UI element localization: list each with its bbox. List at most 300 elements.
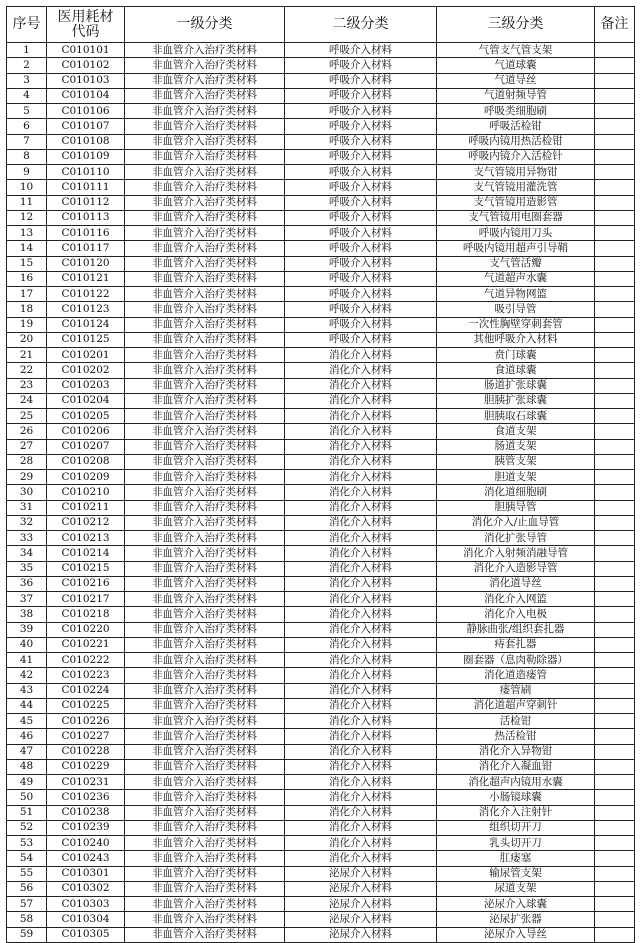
classification-table-sheet — [6, 6, 635, 943]
table-row — [7, 58, 635, 73]
cell-level2: 呼吸介入材料 — [285, 287, 437, 302]
cell-level2: 消化介入材料 — [285, 729, 437, 744]
table-row — [7, 210, 635, 225]
cell-index: 18 — [7, 302, 47, 317]
cell-note — [595, 73, 635, 88]
table-row — [7, 515, 635, 530]
table-row — [7, 317, 635, 332]
cell-level3: 肠道扩张球囊 — [437, 378, 595, 393]
cell-level1: 非血管介入治疗类材料 — [125, 576, 285, 591]
cell-index: 34 — [7, 546, 47, 561]
cell-code: C010301 — [47, 866, 125, 881]
cell-note — [595, 470, 635, 485]
cell-level1: 非血管介入治疗类材料 — [125, 454, 285, 469]
cell-level2: 呼吸介入材料 — [285, 302, 437, 317]
cell-index: 7 — [7, 134, 47, 149]
cell-index: 47 — [7, 744, 47, 759]
cell-level1: 非血管介入治疗类材料 — [125, 683, 285, 698]
cell-level3: 消化介入异物钳 — [437, 744, 595, 759]
cell-code: C010303 — [47, 897, 125, 912]
table-row — [7, 546, 635, 561]
cell-index: 20 — [7, 332, 47, 347]
cell-index: 45 — [7, 714, 47, 729]
cell-level1: 非血管介入治疗类材料 — [125, 912, 285, 927]
cell-level3: 消化道导丝 — [437, 576, 595, 591]
cell-code: C010209 — [47, 470, 125, 485]
cell-code: C010236 — [47, 790, 125, 805]
table-row — [7, 775, 635, 790]
classification-table — [6, 6, 635, 943]
cell-note — [595, 195, 635, 210]
header-note: 备注 — [595, 7, 635, 43]
cell-note — [595, 622, 635, 637]
cell-level3: 一次性胸壁穿刺套管 — [437, 317, 595, 332]
table-row — [7, 729, 635, 744]
cell-note — [595, 104, 635, 119]
cell-note — [595, 698, 635, 713]
cell-index: 8 — [7, 149, 47, 164]
cell-level2: 呼吸介入材料 — [285, 149, 437, 164]
cell-level2: 呼吸介入材料 — [285, 332, 437, 347]
cell-note — [595, 409, 635, 424]
cell-level1: 非血管介入治疗类材料 — [125, 88, 285, 103]
table-row — [7, 790, 635, 805]
cell-index: 2 — [7, 58, 47, 73]
cell-level2: 泌尿介入材料 — [285, 881, 437, 896]
cell-code: C010211 — [47, 500, 125, 515]
cell-level3: 支气管镜用异物钳 — [437, 165, 595, 180]
table-row — [7, 470, 635, 485]
cell-code: C010113 — [47, 210, 125, 225]
cell-level3: 吸引导管 — [437, 302, 595, 317]
cell-index: 10 — [7, 180, 47, 195]
cell-note — [595, 210, 635, 225]
cell-level1: 非血管介入治疗类材料 — [125, 668, 285, 683]
cell-code: C010101 — [47, 43, 125, 58]
cell-index: 46 — [7, 729, 47, 744]
cell-index: 29 — [7, 470, 47, 485]
cell-level3: 呼吸内镜用超声引导鞘 — [437, 241, 595, 256]
cell-level3: 气道导丝 — [437, 73, 595, 88]
cell-code: C010116 — [47, 226, 125, 241]
cell-note — [595, 531, 635, 546]
cell-level1: 非血管介入治疗类材料 — [125, 256, 285, 271]
cell-code: C010229 — [47, 759, 125, 774]
cell-index: 49 — [7, 775, 47, 790]
cell-level1: 非血管介入治疗类材料 — [125, 348, 285, 363]
cell-code: C010212 — [47, 515, 125, 530]
cell-level3: 食道支架 — [437, 424, 595, 439]
cell-note — [595, 729, 635, 744]
cell-level2: 呼吸介入材料 — [285, 195, 437, 210]
cell-level3: 瘘管刷 — [437, 683, 595, 698]
table-row — [7, 897, 635, 912]
cell-level3: 消化扩张导管 — [437, 531, 595, 546]
cell-note — [595, 668, 635, 683]
cell-index: 53 — [7, 836, 47, 851]
table-row — [7, 561, 635, 576]
cell-note — [595, 88, 635, 103]
table-row — [7, 881, 635, 896]
cell-index: 41 — [7, 653, 47, 668]
cell-level1: 非血管介入治疗类材料 — [125, 58, 285, 73]
cell-level2: 消化介入材料 — [285, 744, 437, 759]
cell-level2: 呼吸介入材料 — [285, 210, 437, 225]
cell-note — [595, 378, 635, 393]
table-row — [7, 912, 635, 927]
cell-note — [595, 424, 635, 439]
cell-code: C010231 — [47, 775, 125, 790]
cell-level2: 消化介入材料 — [285, 820, 437, 835]
cell-code: C010305 — [47, 927, 125, 942]
cell-level1: 非血管介入治疗类材料 — [125, 851, 285, 866]
table-row — [7, 805, 635, 820]
cell-level3: 胰管支架 — [437, 454, 595, 469]
cell-code: C010102 — [47, 58, 125, 73]
cell-level3: 泌尿介入球囊 — [437, 897, 595, 912]
cell-level1: 非血管介入治疗类材料 — [125, 805, 285, 820]
table-row — [7, 302, 635, 317]
cell-index: 59 — [7, 927, 47, 942]
cell-note — [595, 43, 635, 58]
table-row — [7, 271, 635, 286]
header-level1: 一级分类 — [125, 7, 285, 43]
cell-level2: 消化介入材料 — [285, 363, 437, 378]
cell-index: 33 — [7, 531, 47, 546]
cell-index: 22 — [7, 363, 47, 378]
cell-level3: 胆胰导管 — [437, 500, 595, 515]
cell-level1: 非血管介入治疗类材料 — [125, 73, 285, 88]
cell-note — [595, 485, 635, 500]
cell-level2: 消化介入材料 — [285, 592, 437, 607]
cell-code: C010221 — [47, 637, 125, 652]
cell-index: 56 — [7, 881, 47, 896]
cell-code: C010224 — [47, 683, 125, 698]
table-row — [7, 393, 635, 408]
cell-index: 32 — [7, 515, 47, 530]
cell-code: C010103 — [47, 73, 125, 88]
cell-level3: 贲门球囊 — [437, 348, 595, 363]
cell-level1: 非血管介入治疗类材料 — [125, 866, 285, 881]
cell-level2: 呼吸介入材料 — [285, 256, 437, 271]
cell-level2: 消化介入材料 — [285, 714, 437, 729]
cell-level2: 消化介入材料 — [285, 836, 437, 851]
cell-code: C010201 — [47, 348, 125, 363]
cell-note — [595, 363, 635, 378]
cell-level2: 消化介入材料 — [285, 409, 437, 424]
cell-level3: 肛瘘塞 — [437, 851, 595, 866]
cell-level3: 其他呼吸介入材料 — [437, 332, 595, 347]
cell-level3: 活检钳 — [437, 714, 595, 729]
cell-note — [595, 515, 635, 530]
cell-code: C010120 — [47, 256, 125, 271]
cell-level1: 非血管介入治疗类材料 — [125, 271, 285, 286]
cell-level3: 消化介入造影导管 — [437, 561, 595, 576]
cell-level3: 胆胰取石球囊 — [437, 409, 595, 424]
cell-note — [595, 683, 635, 698]
cell-code: C010205 — [47, 409, 125, 424]
cell-index: 50 — [7, 790, 47, 805]
cell-index: 55 — [7, 866, 47, 881]
cell-code: C010208 — [47, 454, 125, 469]
cell-index: 17 — [7, 287, 47, 302]
cell-note — [595, 332, 635, 347]
cell-level2: 呼吸介入材料 — [285, 88, 437, 103]
table-row — [7, 836, 635, 851]
cell-level1: 非血管介入治疗类材料 — [125, 500, 285, 515]
cell-code: C010302 — [47, 881, 125, 896]
cell-note — [595, 836, 635, 851]
cell-level2: 消化介入材料 — [285, 424, 437, 439]
cell-level2: 消化介入材料 — [285, 576, 437, 591]
table-row — [7, 104, 635, 119]
cell-level2: 呼吸介入材料 — [285, 180, 437, 195]
cell-index: 51 — [7, 805, 47, 820]
cell-level3: 尿道支架 — [437, 881, 595, 896]
cell-level1: 非血管介入治疗类材料 — [125, 622, 285, 637]
cell-note — [595, 805, 635, 820]
cell-index: 6 — [7, 119, 47, 134]
cell-code: C010215 — [47, 561, 125, 576]
table-header-row — [7, 7, 635, 43]
cell-level2: 呼吸介入材料 — [285, 226, 437, 241]
cell-note — [595, 912, 635, 927]
cell-level1: 非血管介入治疗类材料 — [125, 165, 285, 180]
cell-level1: 非血管介入治疗类材料 — [125, 698, 285, 713]
table-row — [7, 668, 635, 683]
cell-level1: 非血管介入治疗类材料 — [125, 653, 285, 668]
cell-level1: 非血管介入治疗类材料 — [125, 180, 285, 195]
cell-level3: 小肠镜球囊 — [437, 790, 595, 805]
table-row — [7, 531, 635, 546]
header-level3: 三级分类 — [437, 7, 595, 43]
cell-code: C010109 — [47, 149, 125, 164]
cell-level2: 消化介入材料 — [285, 531, 437, 546]
cell-level1: 非血管介入治疗类材料 — [125, 836, 285, 851]
cell-level3: 消化介入/止血导管 — [437, 515, 595, 530]
cell-index: 11 — [7, 195, 47, 210]
cell-index: 42 — [7, 668, 47, 683]
table-row — [7, 744, 635, 759]
cell-code: C010207 — [47, 439, 125, 454]
cell-level3: 支气管镜用电圈套器 — [437, 210, 595, 225]
cell-level3: 呼吸类细胞刷 — [437, 104, 595, 119]
cell-level2: 消化介入材料 — [285, 683, 437, 698]
table-row — [7, 134, 635, 149]
table-body — [7, 43, 635, 943]
cell-level3: 消化介入射频消融导管 — [437, 546, 595, 561]
table-row — [7, 866, 635, 881]
cell-index: 24 — [7, 393, 47, 408]
cell-level3: 气道超声水囊 — [437, 271, 595, 286]
table-row — [7, 653, 635, 668]
cell-level1: 非血管介入治疗类材料 — [125, 43, 285, 58]
cell-note — [595, 546, 635, 561]
cell-code: C010107 — [47, 119, 125, 134]
cell-index: 30 — [7, 485, 47, 500]
cell-level1: 非血管介入治疗类材料 — [125, 561, 285, 576]
cell-note — [595, 256, 635, 271]
cell-note — [595, 775, 635, 790]
cell-index: 1 — [7, 43, 47, 58]
cell-level3: 呼吸内镜介入活检针 — [437, 149, 595, 164]
cell-index: 43 — [7, 683, 47, 698]
cell-level1: 非血管介入治疗类材料 — [125, 332, 285, 347]
cell-level1: 非血管介入治疗类材料 — [125, 134, 285, 149]
cell-level1: 非血管介入治疗类材料 — [125, 287, 285, 302]
table-row — [7, 592, 635, 607]
cell-level1: 非血管介入治疗类材料 — [125, 424, 285, 439]
cell-level2: 消化介入材料 — [285, 668, 437, 683]
cell-code: C010206 — [47, 424, 125, 439]
cell-level1: 非血管介入治疗类材料 — [125, 927, 285, 942]
table-row — [7, 226, 635, 241]
cell-level2: 泌尿介入材料 — [285, 897, 437, 912]
cell-note — [595, 454, 635, 469]
cell-level1: 非血管介入治疗类材料 — [125, 210, 285, 225]
cell-level1: 非血管介入治疗类材料 — [125, 317, 285, 332]
cell-code: C010110 — [47, 165, 125, 180]
cell-level3: 泌尿介入导丝 — [437, 927, 595, 942]
cell-code: C010243 — [47, 851, 125, 866]
cell-level2: 消化介入材料 — [285, 393, 437, 408]
cell-note — [595, 653, 635, 668]
table-row — [7, 73, 635, 88]
cell-note — [595, 241, 635, 256]
cell-index: 15 — [7, 256, 47, 271]
cell-code: C010216 — [47, 576, 125, 591]
cell-level1: 非血管介入治疗类材料 — [125, 729, 285, 744]
table-row — [7, 576, 635, 591]
cell-level1: 非血管介入治疗类材料 — [125, 439, 285, 454]
cell-code: C010240 — [47, 836, 125, 851]
cell-level3: 支气管镜用灌洗管 — [437, 180, 595, 195]
cell-code: C010217 — [47, 592, 125, 607]
cell-code: C010203 — [47, 378, 125, 393]
cell-level3: 气道异物网篮 — [437, 287, 595, 302]
cell-index: 40 — [7, 637, 47, 652]
cell-index: 9 — [7, 165, 47, 180]
cell-index: 57 — [7, 897, 47, 912]
cell-index: 19 — [7, 317, 47, 332]
cell-note — [595, 607, 635, 622]
cell-index: 4 — [7, 88, 47, 103]
cell-level2: 消化介入材料 — [285, 378, 437, 393]
cell-level1: 非血管介入治疗类材料 — [125, 820, 285, 835]
cell-level2: 消化介入材料 — [285, 439, 437, 454]
cell-level1: 非血管介入治疗类材料 — [125, 897, 285, 912]
cell-level3: 呼吸内镜用热活检钳 — [437, 134, 595, 149]
table-row — [7, 363, 635, 378]
cell-level2: 消化介入材料 — [285, 470, 437, 485]
cell-index: 38 — [7, 607, 47, 622]
cell-level2: 泌尿介入材料 — [285, 866, 437, 881]
table-row — [7, 180, 635, 195]
cell-note — [595, 134, 635, 149]
cell-level2: 消化介入材料 — [285, 454, 437, 469]
header-index: 序号 — [7, 7, 47, 43]
cell-level3: 胆道支架 — [437, 470, 595, 485]
cell-code: C010227 — [47, 729, 125, 744]
cell-level3: 组织切开刀 — [437, 820, 595, 835]
cell-index: 21 — [7, 348, 47, 363]
cell-code: C010222 — [47, 653, 125, 668]
cell-level2: 呼吸介入材料 — [285, 73, 437, 88]
table-row — [7, 43, 635, 58]
cell-level3: 支气管镜用造影管 — [437, 195, 595, 210]
cell-code: C010112 — [47, 195, 125, 210]
cell-note — [595, 851, 635, 866]
table-row — [7, 714, 635, 729]
table-row — [7, 195, 635, 210]
table-row — [7, 637, 635, 652]
cell-note — [595, 58, 635, 73]
header-level2: 二级分类 — [285, 7, 437, 43]
cell-level1: 非血管介入治疗类材料 — [125, 470, 285, 485]
cell-level3: 呼吸活检钳 — [437, 119, 595, 134]
table-row — [7, 454, 635, 469]
cell-index: 25 — [7, 409, 47, 424]
cell-level2: 消化介入材料 — [285, 622, 437, 637]
cell-code: C010202 — [47, 363, 125, 378]
cell-index: 54 — [7, 851, 47, 866]
cell-code: C010111 — [47, 180, 125, 195]
cell-index: 14 — [7, 241, 47, 256]
cell-level1: 非血管介入治疗类材料 — [125, 393, 285, 408]
cell-level3: 消化道造瘘管 — [437, 668, 595, 683]
table-row — [7, 439, 635, 454]
cell-code: C010225 — [47, 698, 125, 713]
cell-code: C010104 — [47, 88, 125, 103]
cell-level1: 非血管介入治疗类材料 — [125, 302, 285, 317]
cell-index: 28 — [7, 454, 47, 469]
cell-level3: 泌尿扩张器 — [437, 912, 595, 927]
cell-level3: 消化道细胞刷 — [437, 485, 595, 500]
cell-index: 35 — [7, 561, 47, 576]
cell-level3: 消化道超声穿刺针 — [437, 698, 595, 713]
table-row — [7, 378, 635, 393]
cell-note — [595, 149, 635, 164]
cell-note — [595, 287, 635, 302]
table-row — [7, 622, 635, 637]
cell-level1: 非血管介入治疗类材料 — [125, 241, 285, 256]
cell-note — [595, 759, 635, 774]
cell-level1: 非血管介入治疗类材料 — [125, 515, 285, 530]
cell-level3: 消化介入注射针 — [437, 805, 595, 820]
table-row — [7, 332, 635, 347]
cell-index: 31 — [7, 500, 47, 515]
cell-level1: 非血管介入治疗类材料 — [125, 759, 285, 774]
cell-note — [595, 348, 635, 363]
cell-index: 3 — [7, 73, 47, 88]
cell-code: C010213 — [47, 531, 125, 546]
cell-note — [595, 637, 635, 652]
cell-index: 16 — [7, 271, 47, 286]
cell-level1: 非血管介入治疗类材料 — [125, 546, 285, 561]
cell-index: 58 — [7, 912, 47, 927]
table-row — [7, 88, 635, 103]
header-code: 医用耗材代码 — [47, 7, 125, 43]
cell-level1: 非血管介入治疗类材料 — [125, 363, 285, 378]
cell-level1: 非血管介入治疗类材料 — [125, 226, 285, 241]
cell-index: 52 — [7, 820, 47, 835]
table-row — [7, 424, 635, 439]
cell-level2: 呼吸介入材料 — [285, 134, 437, 149]
cell-level2: 消化介入材料 — [285, 637, 437, 652]
cell-level3: 消化介入凝血钳 — [437, 759, 595, 774]
cell-level1: 非血管介入治疗类材料 — [125, 714, 285, 729]
cell-code: C010223 — [47, 668, 125, 683]
